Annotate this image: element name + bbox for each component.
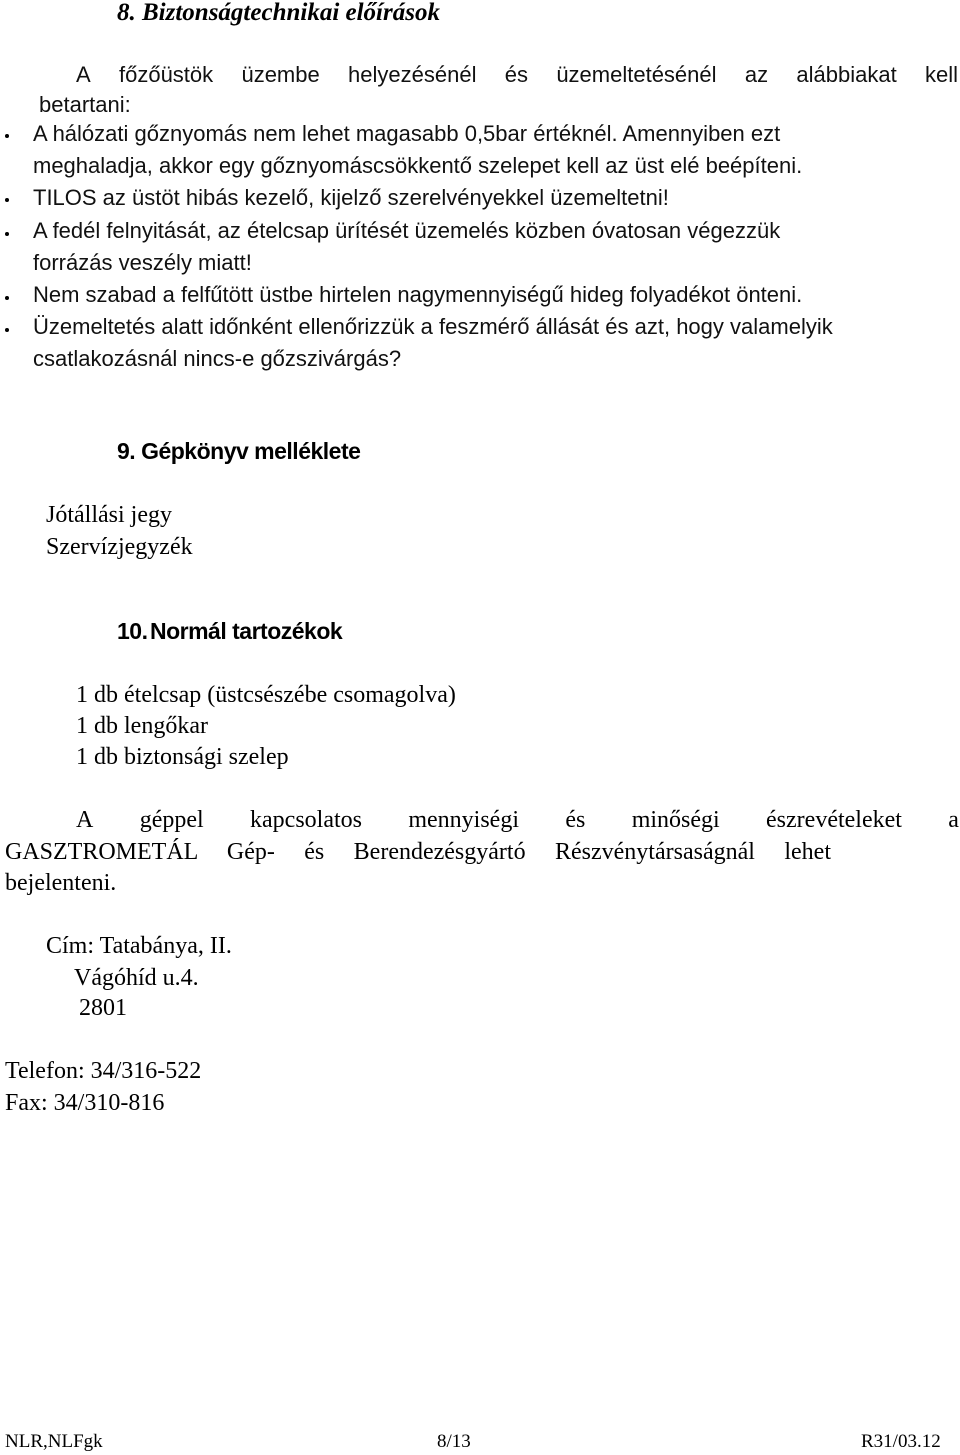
accessory-item-3: 1 db biztonsági szelep [76, 744, 289, 770]
safety-bullet-4: Nem szabad a felfűtött üstbe hirtelen nagymennyiségű hideg folyadékot önteni. [33, 282, 803, 307]
notice-line-1 [76, 804, 959, 836]
section-9-heading: 9. Gépkönyv melléklete [117, 438, 361, 464]
intro-paragraph-line-2: betartani: [39, 92, 131, 117]
intro-word: alábbiakat [796, 62, 897, 87]
safety-bullet-1-line-1: A hálózati gőznyomás nem lehet magasabb 0,5bar értéknél. Amennyiben ezt [33, 121, 781, 146]
notice-word: géppel [139, 807, 204, 833]
safety-bullet-3-line-1: A fedél felnyitását, az ételcsap ürítését üzemelés közben óvatosan végezzük [33, 218, 781, 243]
address-line-2: Vágóhíd u.4. [74, 965, 199, 991]
notice-word: észrevételeket [766, 807, 902, 833]
intro-word: kell [924, 62, 958, 87]
notice-word: A [76, 807, 94, 833]
intro-word: helyezésénél [348, 62, 477, 87]
intro-paragraph-line-1 [76, 59, 958, 91]
safety-bullet-5-line-1: Üzemeltetés alatt időnként ellenőrizzük a feszmérő állását és azt, hogy valamelyik [33, 314, 833, 339]
attachment-item-warranty: Jótállási jegy [46, 502, 172, 528]
safety-bullet-3-line-2: forrázás veszély miatt! [33, 250, 252, 275]
notice-line-2: GASZTROMETÁL Gép- és Berendezésgyártó Részvénytársaságnál lehet [5, 839, 831, 865]
accessory-item-2: 1 db lengőkar [76, 713, 208, 739]
safety-bullet-5-line-2: csatlakozásnál nincs-e gőzszivárgás? [33, 346, 402, 371]
phone-line: Telefon: 34/316-522 [5, 1058, 202, 1084]
notice-line-3: bejelenteni. [5, 870, 117, 896]
bullet-dot [5, 232, 9, 236]
address-line-1: Cím: Tatabánya, II. [46, 933, 232, 959]
safety-bullet-2: TILOS az üstöt hibás kezelő, kijelző szerelvényekkel üzemeltetni! [33, 185, 669, 210]
bullet-dot [5, 134, 9, 138]
footer-revision: R31/03.12 [861, 1431, 941, 1452]
accessory-item-1: 1 db ételcsap (üstcsészébe csomagolva) [76, 682, 456, 708]
intro-word: az [744, 62, 769, 87]
address-line-3: 2801 [79, 995, 127, 1021]
intro-word: A [76, 62, 91, 87]
notice-word: a [948, 807, 959, 833]
attachment-item-service-log: Szervízjegyzék [46, 534, 193, 560]
section-10-heading-text: Normál tartozékok [150, 618, 343, 644]
intro-word: üzemeltetésénél [556, 62, 717, 87]
bullet-dot [5, 328, 9, 332]
notice-word: minőségi [631, 807, 720, 833]
notice-word: és [565, 807, 586, 833]
fax-line: Fax: 34/310-816 [5, 1090, 165, 1116]
section-8-heading: 8. Biztonságtechnikai előírások [117, 0, 440, 26]
intro-word: főzőüstök [118, 62, 214, 87]
section-10-heading-number: 10. [117, 618, 148, 644]
footer-page-number: 8/13 [437, 1431, 471, 1452]
intro-word: és [504, 62, 529, 87]
notice-word: mennyiségi [408, 807, 519, 833]
bullet-dot [5, 296, 9, 300]
safety-bullet-1-line-2: meghaladja, akkor egy gőznyomáscsökkentő szelepet kell az üst elé beépíteni. [33, 153, 803, 178]
notice-word: kapcsolatos [250, 807, 362, 833]
bullet-dot [5, 198, 9, 202]
footer-doc-code: NLR,NLFgk [5, 1431, 103, 1452]
intro-word: üzembe [241, 62, 320, 87]
